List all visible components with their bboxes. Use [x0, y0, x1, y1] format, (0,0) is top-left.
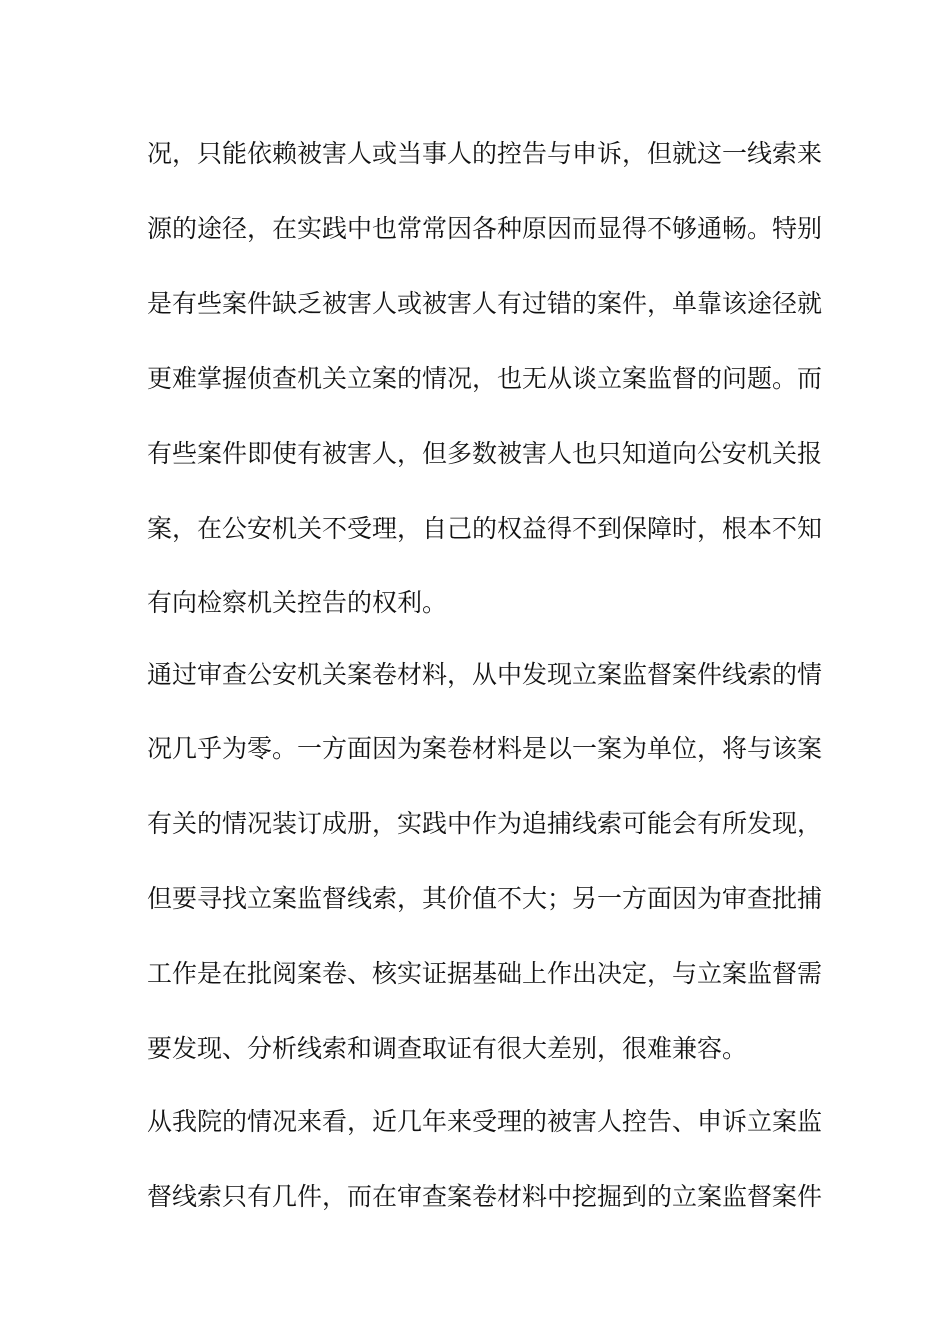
text-line: 但要寻找立案监督线索，其价值不大；另一方面因为审查批捕 — [147, 884, 823, 913]
text-line: 有些案件即使有被害人，但多数被害人也只知道向公安机关报 — [147, 439, 823, 468]
text-line: 要发现、分析线索和调查取证有很大差别，很难兼容。 — [147, 1034, 748, 1063]
text-line: 况，只能依赖被害人或当事人的控告与申诉，但就这一线索来 — [147, 139, 823, 168]
text-line: 通过审查公安机关案卷材料，从中发现立案监督案件线索的情 — [147, 660, 823, 689]
text-line: 有向检察机关控告的权利。 — [147, 588, 448, 617]
text-line: 是有些案件缺乏被害人或被害人有过错的案件，单靠该途径就 — [147, 289, 823, 318]
text-line: 案，在公安机关不受理，自己的权益得不到保障时，根本不知 — [147, 514, 823, 543]
text-line: 有关的情况装订成册，实践中作为追捕线索可能会有所发现， — [147, 809, 823, 838]
text-line: 更难掌握侦查机关立案的情况，也无从谈立案监督的问题。而 — [147, 364, 823, 393]
text-line: 督线索只有几件，而在审查案卷材料中挖掘到的立案监督案件 — [147, 1182, 823, 1211]
text-line: 况几乎为零。一方面因为案卷材料是以一案为单位，将与该案 — [147, 734, 823, 763]
text-line: 从我院的情况来看，近几年来受理的被害人控告、申诉立案监 — [147, 1107, 823, 1136]
text-line: 工作是在批阅案卷、核实证据基础上作出决定，与立案监督需 — [147, 959, 823, 988]
text-line: 源的途径，在实践中也常常因各种原因而显得不够通畅。特别 — [147, 214, 823, 243]
